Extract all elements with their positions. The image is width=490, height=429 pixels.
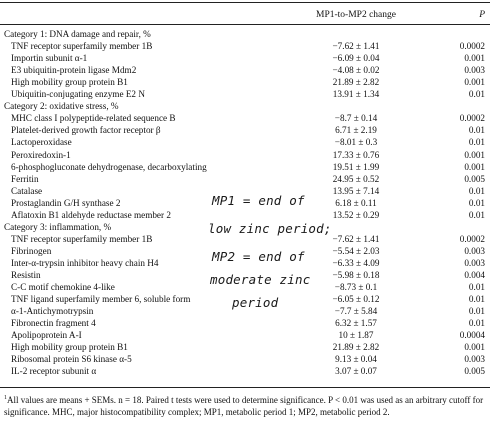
table-row bbox=[0, 353, 490, 365]
protein-name: TNF ligand superfamily member 6, soluble form bbox=[11, 294, 191, 305]
p-value: 0.01 bbox=[468, 125, 485, 136]
protein-name: MHC class I polypeptide-related sequence B bbox=[11, 113, 176, 124]
change-value: −8.7 ± 0.14 bbox=[334, 113, 378, 124]
change-value: −5.98 ± 0.18 bbox=[332, 270, 380, 280]
protein-name: 6-phosphogluconate dehydrogenase, decarboxylating bbox=[11, 161, 207, 172]
table-row bbox=[0, 88, 490, 100]
protein-name: C-C motif chemokine 4-like bbox=[11, 282, 115, 293]
change-value: 6.18 ± 0.11 bbox=[335, 197, 377, 208]
handwritten-line: period bbox=[232, 295, 279, 310]
p-value: 0.003 bbox=[464, 65, 485, 76]
p-value: 0.01 bbox=[468, 306, 485, 317]
table-row bbox=[0, 64, 490, 76]
column-header-change: MP1-to-MP2 change bbox=[316, 10, 396, 20]
protein-name: E3 ubiquitin-protein ligase Mdm2 bbox=[11, 65, 137, 76]
protein-name: Ribosomal protein S6 kinase α-5 bbox=[11, 354, 132, 365]
protein-name: Catalase bbox=[11, 185, 43, 196]
protein-name: α-1-Antichymotrypsin bbox=[11, 306, 94, 317]
p-value: 0.001 bbox=[464, 53, 485, 64]
p-value: 0.003 bbox=[464, 245, 485, 256]
protein-name: High mobility group protein B1 bbox=[11, 77, 128, 88]
protein-name: Aflatoxin B1 aldehyde reductase member 2 bbox=[11, 209, 171, 220]
table-row bbox=[0, 52, 490, 64]
protein-name: Platelet-derived growth factor receptor β bbox=[11, 125, 161, 136]
change-value: 24.95 ± 0.52 bbox=[332, 173, 380, 184]
footnote-marker: 1 bbox=[4, 395, 7, 401]
header-rule bbox=[0, 24, 490, 25]
category-title: Category 2: oxidative stress, % bbox=[4, 101, 119, 112]
protein-name: IL-2 receptor subunit α bbox=[11, 366, 97, 377]
category-title: Category 1: DNA damage and repair, % bbox=[4, 29, 151, 39]
p-value: 0.01 bbox=[468, 137, 485, 148]
change-value: −8.73 ± 0.1 bbox=[334, 282, 378, 293]
category-header bbox=[0, 100, 490, 112]
protein-name: Apolipoprotein A-I bbox=[11, 330, 82, 341]
table-footnote bbox=[4, 392, 488, 418]
p-value: 0.01 bbox=[468, 294, 485, 305]
handwritten-line: moderate zinc bbox=[210, 272, 311, 287]
table-row bbox=[0, 209, 490, 221]
table-row bbox=[0, 149, 490, 161]
protein-name: TNF receptor superfamily member 1B bbox=[11, 41, 153, 52]
change-value: 13.91 ± 1.34 bbox=[332, 89, 380, 100]
change-value: 9.13 ± 0.04 bbox=[335, 354, 377, 365]
table-row bbox=[0, 317, 490, 329]
change-value: −7.7 ± 5.84 bbox=[334, 306, 378, 317]
p-value: 0.003 bbox=[464, 257, 485, 268]
p-value: 0.01 bbox=[468, 185, 485, 196]
change-value: 3.07 ± 0.07 bbox=[335, 366, 377, 377]
handwritten-line: MP1 = end of bbox=[212, 193, 305, 208]
p-value: 0.001 bbox=[464, 161, 485, 172]
protein-name: Prostaglandin G/H synthase 2 bbox=[11, 197, 121, 208]
table-row bbox=[0, 161, 490, 173]
protein-name: High mobility group protein B1 bbox=[11, 342, 128, 353]
p-value: 0.001 bbox=[464, 77, 485, 88]
protein-name: Ubiquitin-conjugating enzyme E2 N bbox=[11, 89, 145, 100]
table-row bbox=[0, 76, 490, 88]
p-value: 0.001 bbox=[464, 149, 485, 160]
change-value: −7.62 ± 1.41 bbox=[332, 233, 380, 244]
p-value: 0.01 bbox=[468, 318, 485, 329]
p-value: 0.01 bbox=[468, 89, 485, 100]
p-value: 0.01 bbox=[468, 209, 485, 220]
change-value: −5.54 ± 2.03 bbox=[332, 245, 380, 256]
top-rule bbox=[0, 2, 490, 3]
change-value: −4.08 ± 0.02 bbox=[332, 65, 380, 76]
column-header-p: P bbox=[479, 10, 485, 20]
table-row bbox=[0, 173, 490, 185]
protein-name: Ferritin bbox=[11, 173, 39, 184]
change-value: 17.33 ± 0.76 bbox=[332, 149, 380, 160]
protein-name: Resistin bbox=[11, 270, 41, 280]
change-value: 13.52 ± 0.29 bbox=[332, 209, 380, 220]
change-value: 6.32 ± 1.57 bbox=[335, 318, 377, 329]
table-row bbox=[0, 40, 490, 52]
handwritten-line: low zinc period; bbox=[208, 221, 332, 236]
change-value: −8.01 ± 0.3 bbox=[334, 137, 378, 148]
p-value: 0.0002 bbox=[459, 113, 485, 124]
protein-name: Fibrinogen bbox=[11, 245, 52, 256]
p-value: 0.0002 bbox=[459, 41, 485, 52]
table-row bbox=[0, 341, 490, 353]
footnote-text: All values are means + SEMs. n = 18. Paired t tests were used to determine significance. P < 0.01 was used as an arbitrary cutoff for significance. MHC, major histocompatibility complex; MP1, metabolic period 1; MP2, metabolic period 2. bbox=[4, 395, 484, 417]
protein-name: Importin subunit α-1 bbox=[11, 53, 88, 64]
change-value: 19.51 ± 1.99 bbox=[332, 161, 380, 172]
p-value: 0.005 bbox=[464, 366, 485, 377]
handwritten-line: MP2 = end of bbox=[212, 249, 305, 264]
protein-name: Fibronectin fragment 4 bbox=[11, 318, 96, 329]
change-value: 6.71 ± 2.19 bbox=[335, 125, 377, 136]
change-value: −6.09 ± 0.04 bbox=[332, 53, 380, 64]
table-row bbox=[0, 329, 490, 341]
protein-name: Inter-α-trypsin inhibitor heavy chain H4 bbox=[11, 257, 159, 268]
protein-name: Lactoperoxidase bbox=[11, 137, 72, 148]
protein-name: TNF receptor superfamily member 1B bbox=[11, 233, 153, 244]
change-value: −7.62 ± 1.41 bbox=[332, 41, 380, 52]
table-row bbox=[0, 136, 490, 148]
change-value: −6.33 ± 4.09 bbox=[332, 257, 380, 268]
category-title: Category 3: inflammation, % bbox=[4, 221, 112, 232]
category-header bbox=[0, 28, 490, 40]
p-value: 0.001 bbox=[464, 342, 485, 353]
protein-name: Peroxiredoxin-1 bbox=[11, 149, 71, 160]
p-value: 0.0002 bbox=[459, 233, 485, 244]
change-value: 21.89 ± 2.82 bbox=[332, 342, 380, 353]
change-value: −6.05 ± 0.12 bbox=[332, 294, 380, 305]
p-value: 0.005 bbox=[464, 173, 485, 184]
change-value: 13.95 ± 7.14 bbox=[332, 185, 380, 196]
p-value: 0.01 bbox=[468, 282, 485, 293]
bottom-rule bbox=[0, 387, 490, 388]
p-value: 0.003 bbox=[464, 354, 485, 365]
change-value: 21.89 ± 2.82 bbox=[332, 77, 380, 88]
table-row bbox=[0, 365, 490, 377]
change-value: 10 ± 1.87 bbox=[338, 330, 374, 341]
p-value: 0.0004 bbox=[459, 330, 485, 341]
p-value: 0.01 bbox=[468, 197, 485, 208]
table-row bbox=[0, 124, 490, 136]
p-value: 0.004 bbox=[464, 270, 485, 280]
table-row bbox=[0, 112, 490, 124]
